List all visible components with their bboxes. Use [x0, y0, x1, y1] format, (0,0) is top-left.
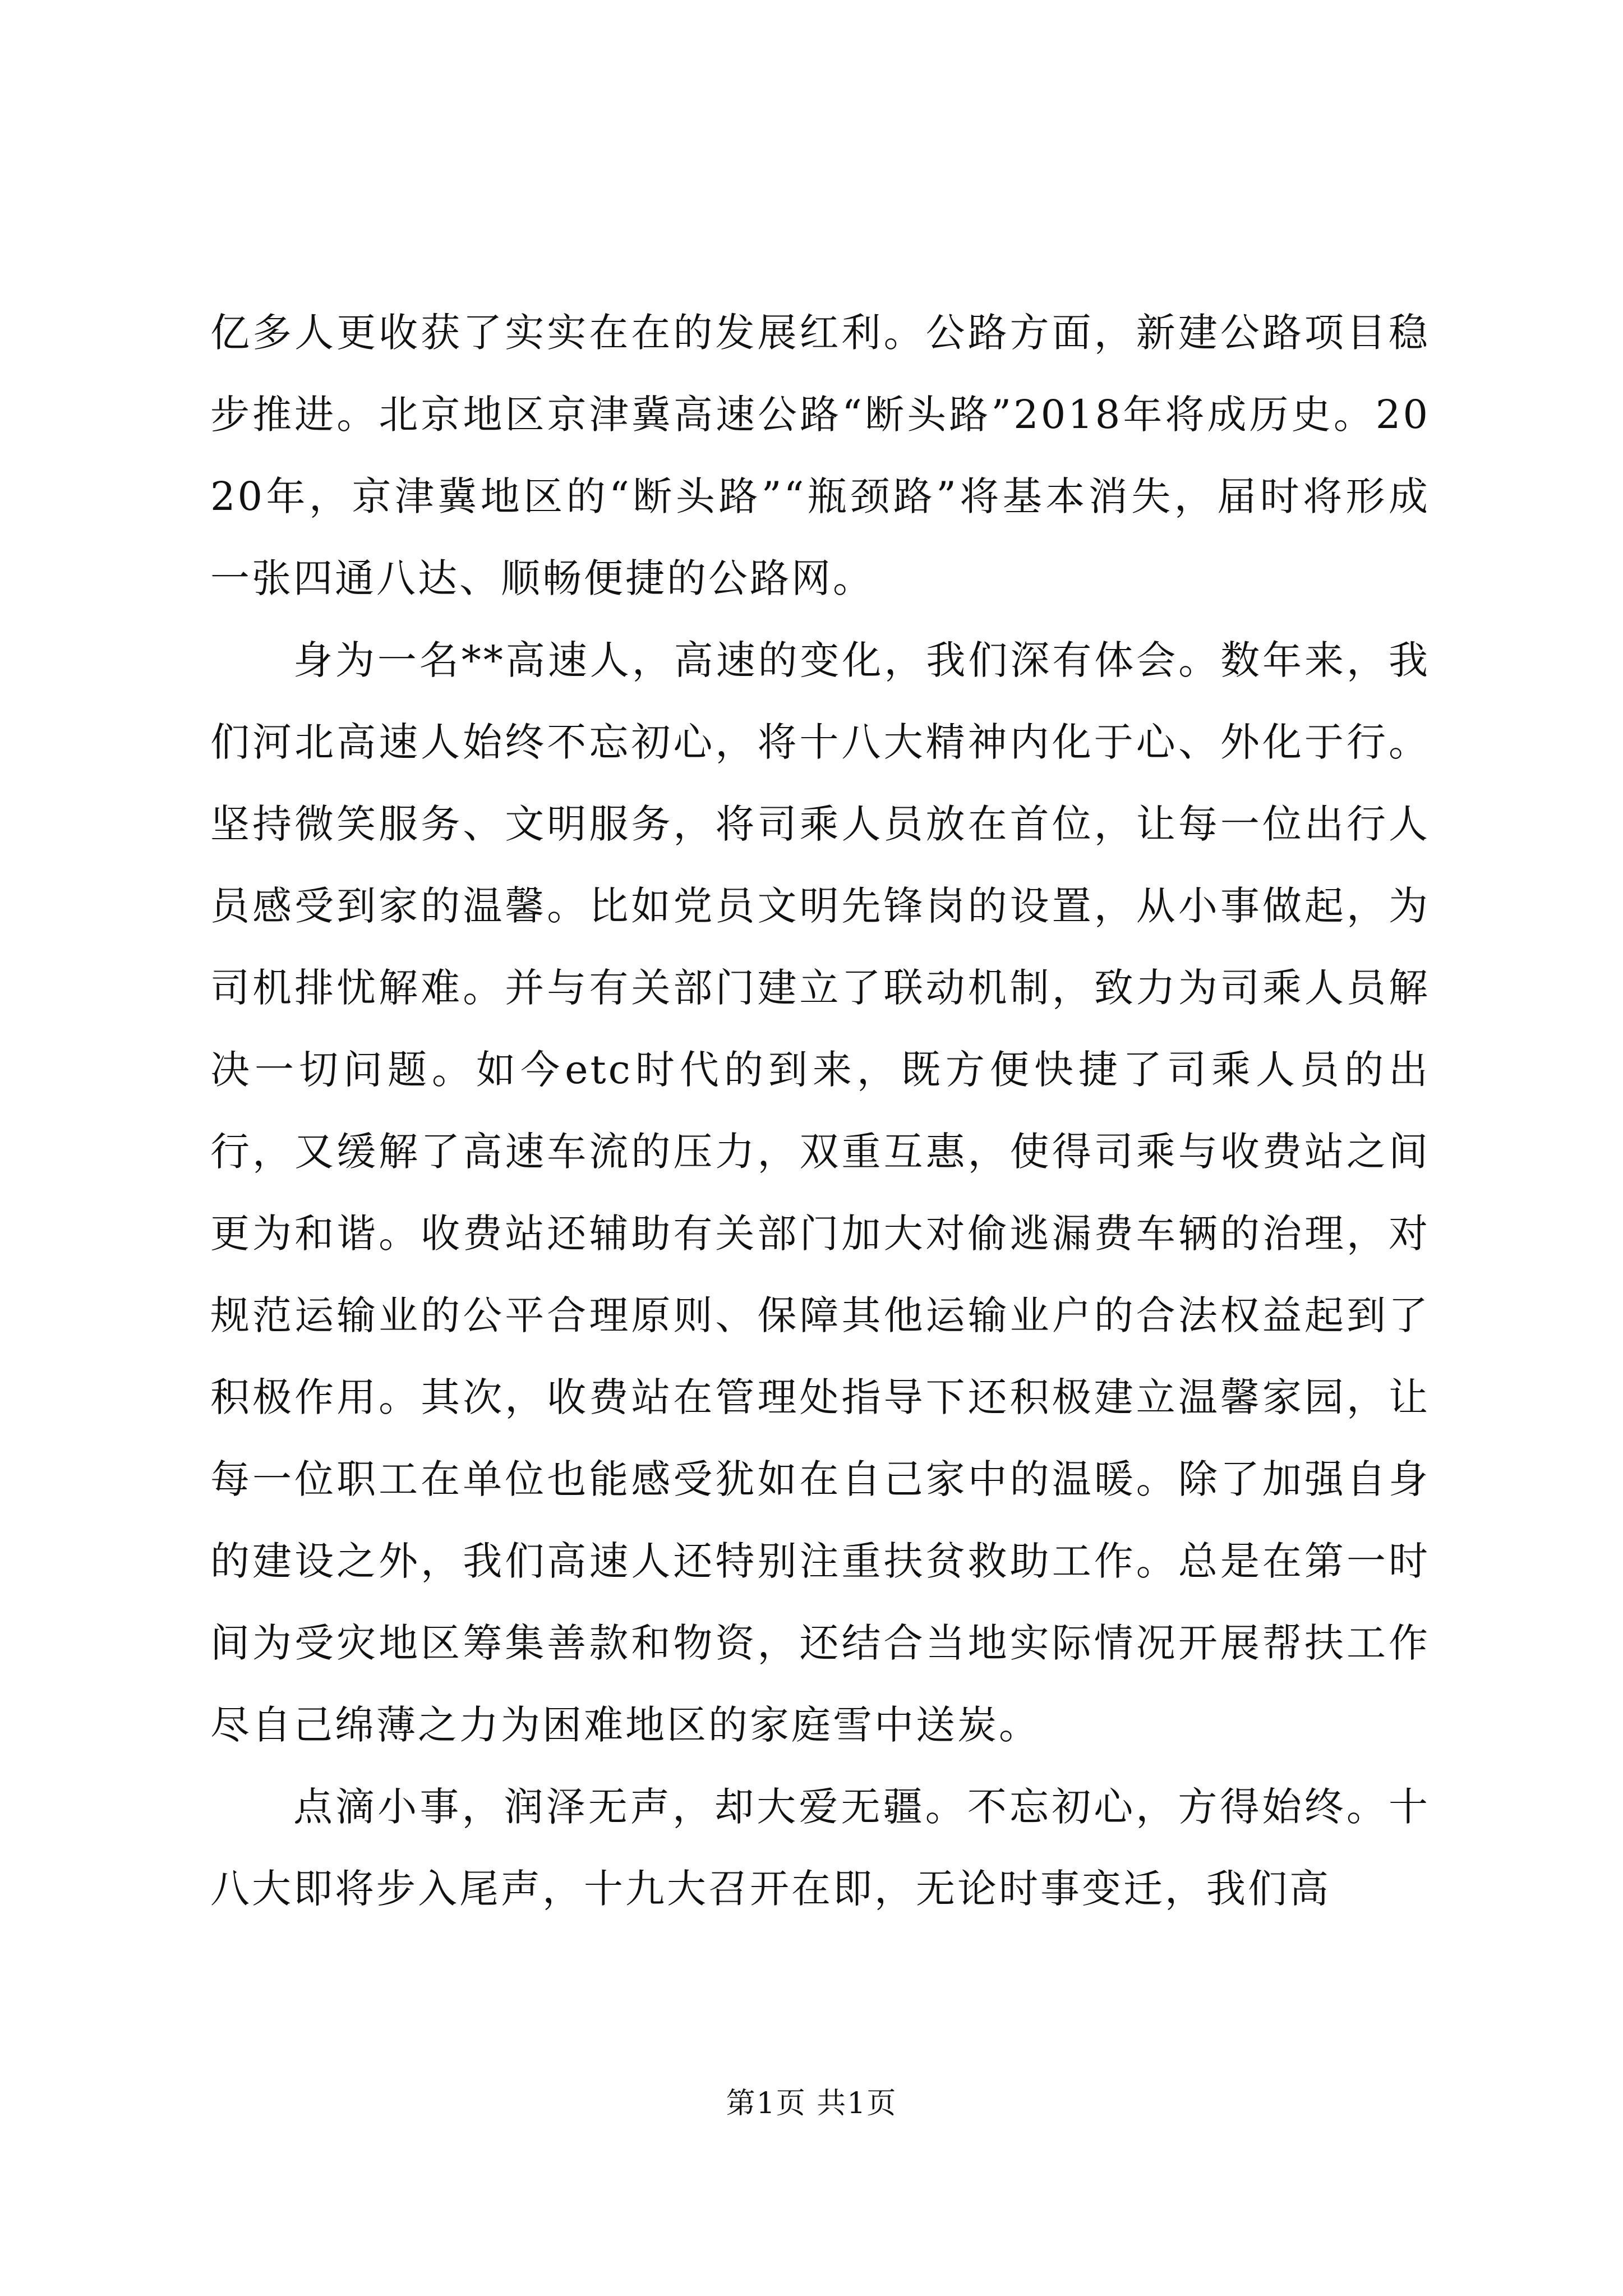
- page-footer: 第1页 共1页: [726, 2087, 897, 2120]
- paragraph-3: 点滴小事，润泽无声，却大爱无疆。不忘初心，方得始终。十八大即将步入尾声，十九大召开在即，无论时事变迁，我们高: [210, 1784, 1430, 1912]
- document-body: [210, 292, 1430, 1930]
- paragraph-2: 身为一名**高速人，高速的变化，我们深有体会。数年来，我们河北高速人始终不忘初心，将十八大精神内化于心、外化于行。坚持微笑服务、文明服务，将司乘人员放在首位，让每一位出行人员感受到家的温馨。比如党员文明先锋岗的设置，从小事做起，为司机排忧解难。并与有关部门建立了联动机制，致力为司乘人员解决一切问题。如今etc时代的到来，既方便快捷了司乘人员的出行，又缓解了高速车流的压力，双重互惠，使得司乘与收费站之间更为和谐。收费站还辅助有关部门加大对偷逃漏费车辆的治理，对规范运输业的公平合理原则、保障其他运输业户的合法权益起到了积极作用。其次，收费站在管理处指导下还积极建立温馨家园，让每一位职工在单位也能感受犹如在自己家中的温暖。除了加强自身的建设之外，我们高速人还特别注重扶贫救助工作。总是在第一时间为受灾地区筹集善款和物资，还结合当地实际情况开展帮扶工作尽自己绵薄之力为困难地区的家庭雪中送炭。: [210, 637, 1430, 1748]
- paragraph-1: 亿多人更收获了实实在在的发展红利。公路方面，新建公路项目稳步推进。北京地区京津冀高速公路“断头路”2018年将成历史。2020年，京津冀地区的“断头路”“瓶颈路”将基本消失，届时将形成一张四通八达、顺畅便捷的公路网。: [210, 310, 1430, 601]
